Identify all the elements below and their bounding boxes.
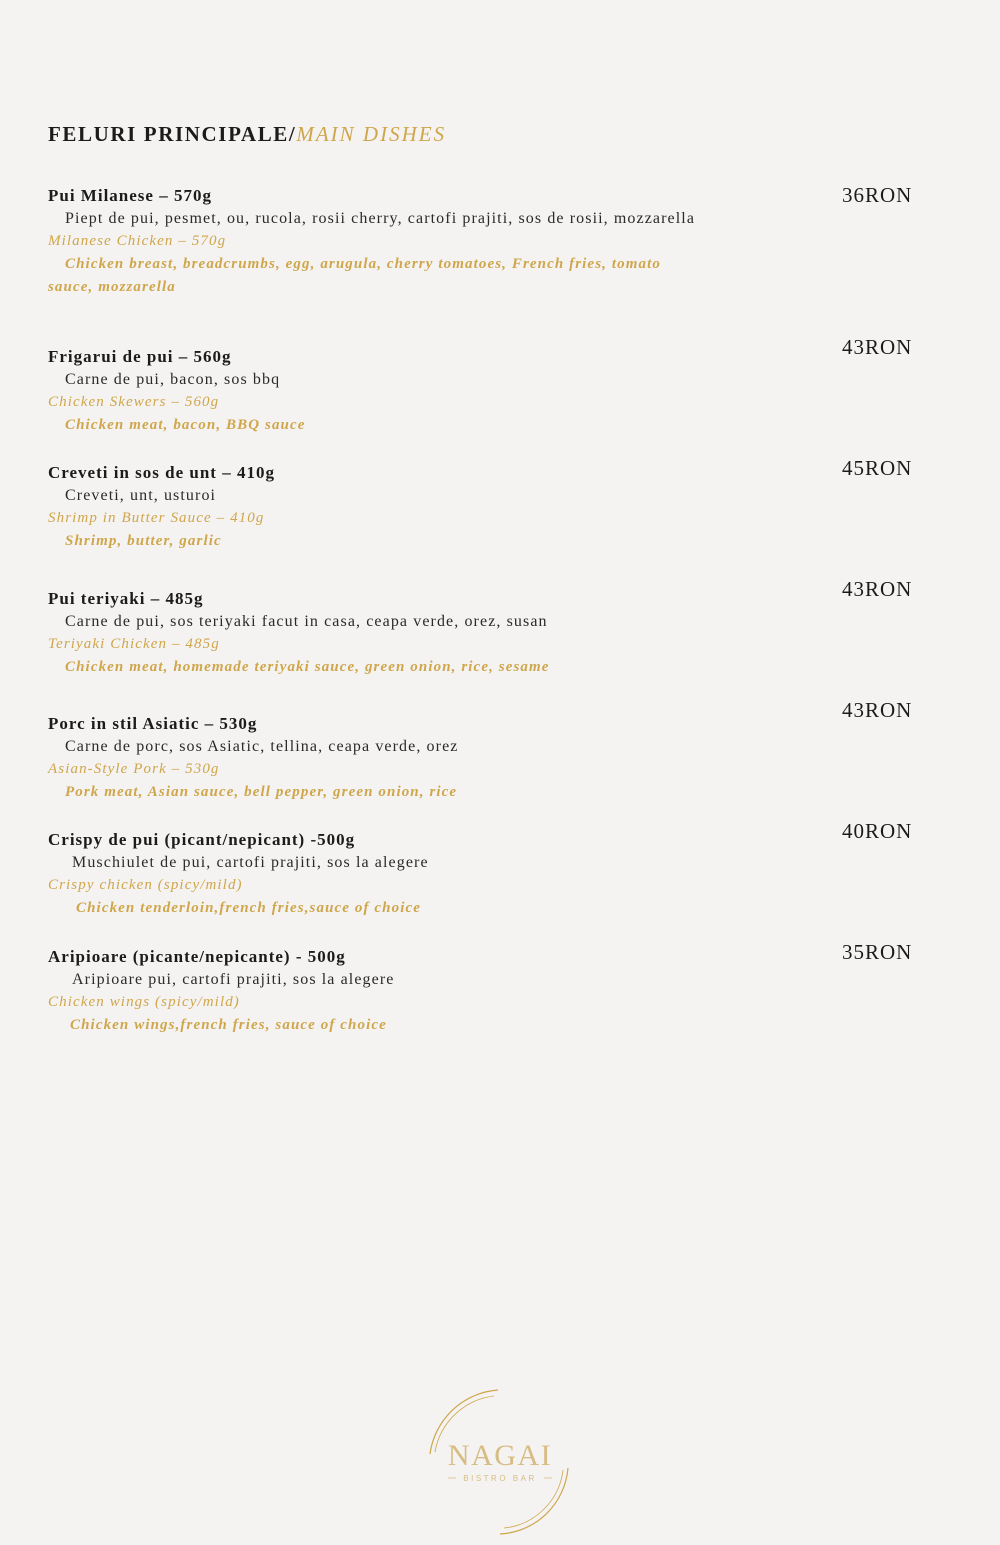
dish-description-en: Chicken tenderloin,french fries,sauce of choice <box>76 900 422 916</box>
logo-wordmark: NAGAI <box>447 1439 553 1472</box>
dish-name-en: Crispy chicken (spicy/mild) <box>48 877 243 893</box>
nagai-logo <box>420 1382 580 1542</box>
section-heading <box>48 122 446 147</box>
dish-price: 45RON <box>842 456 913 480</box>
menu-item <box>48 828 708 920</box>
menu-item <box>48 461 708 553</box>
dish-name-en: Chicken wings (spicy/mild) <box>48 994 240 1010</box>
dish-price: 43RON <box>842 335 913 359</box>
dish-description-en: Chicken meat, bacon, BBQ sauce <box>65 417 306 433</box>
dish-name-en: Shrimp in Butter Sauce – 410g <box>48 510 265 526</box>
menu-item <box>48 184 708 299</box>
dish-name: Porc in stil Asiatic – 530g <box>48 714 258 733</box>
dish-description: Aripioare pui, cartofi prajiti, sos la alegere <box>72 971 395 988</box>
dish-description-en: Shrimp, butter, garlic <box>65 533 222 549</box>
dish-name: Frigarui de pui – 560g <box>48 347 232 366</box>
dish-description-en: Chicken breast, breadcrumbs, egg, arugula, cherry tomatoes, French fries, tomato sauce, mozzarella <box>48 256 661 295</box>
menu-item <box>48 945 708 1037</box>
menu-item <box>48 712 708 804</box>
dish-name-en: Chicken Skewers – 560g <box>48 394 220 410</box>
dish-description: Carne de pui, sos teriyaki facut in casa, ceapa verde, orez, susan <box>65 613 548 630</box>
dish-description: Creveti, unt, usturoi <box>65 487 217 504</box>
dish-name: Aripioare (picante/nepicante) - 500g <box>48 947 346 966</box>
dish-name: Creveti in sos de unt – 410g <box>48 463 275 482</box>
dish-name: Crispy de pui (picant/nepicant) -500g <box>48 830 356 849</box>
dish-price: 43RON <box>842 577 913 601</box>
dish-description: Piept de pui, pesmet, ou, rucola, rosii cherry, cartofi prajiti, sos de rosii, mozzarella <box>65 210 696 227</box>
dish-price: 43RON <box>842 698 913 722</box>
dish-price: 35RON <box>842 940 913 964</box>
section-title-en: MAIN DISHES <box>296 122 447 146</box>
dish-name: Pui Milanese – 570g <box>48 186 212 205</box>
dish-name-en: Asian-Style Pork – 530g <box>48 761 220 777</box>
dish-price: 36RON <box>842 183 913 207</box>
dish-price: 40RON <box>842 819 913 843</box>
dish-description-en: Chicken wings,french fries, sauce of choice <box>70 1017 387 1033</box>
dish-description-en: Pork meat, Asian sauce, bell pepper, green onion, rice <box>65 784 458 800</box>
menu-item <box>48 587 708 679</box>
dish-name-en: Milanese Chicken – 570g <box>48 233 227 249</box>
section-title-ro: FELURI PRINCIPALE/ <box>48 122 297 146</box>
dish-description: Muschiulet de pui, cartofi prajiti, sos la alegere <box>72 854 429 871</box>
menu-item <box>48 345 708 437</box>
dish-name-en: Teriyaki Chicken – 485g <box>48 636 220 652</box>
logo-tagline: BISTRO BAR <box>463 1474 537 1483</box>
dish-description: Carne de pui, bacon, sos bbq <box>65 371 281 388</box>
dish-description-en: Chicken meat, homemade teriyaki sauce, green onion, rice, sesame <box>65 659 550 675</box>
dish-name: Pui teriyaki – 485g <box>48 589 204 608</box>
dish-description: Carne de porc, sos Asiatic, tellina, ceapa verde, orez <box>65 738 459 755</box>
